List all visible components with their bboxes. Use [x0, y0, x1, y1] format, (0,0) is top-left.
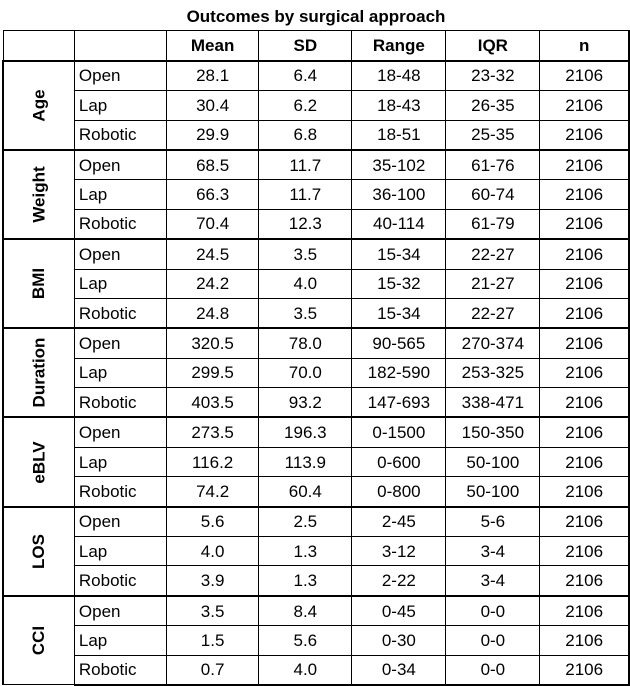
iqr-cell: 0-0 — [446, 596, 540, 626]
header-cell-iqr: IQR — [446, 31, 540, 61]
table-row — [3, 477, 629, 507]
sd-cell: 3.5 — [259, 239, 352, 269]
header-cell-blank-metric — [3, 31, 74, 61]
header-row — [3, 31, 629, 61]
header-cell-sd: SD — [259, 31, 352, 61]
range-cell: 18-48 — [352, 61, 446, 91]
sd-cell: 4.0 — [259, 655, 352, 685]
approach-cell: Open — [74, 328, 166, 358]
sd-cell: 6.4 — [259, 61, 352, 91]
table-row — [3, 61, 629, 91]
table-row — [3, 388, 629, 418]
iqr-cell: 3-4 — [446, 537, 540, 566]
approach-cell: Open — [74, 417, 166, 447]
n-cell: 2106 — [540, 477, 629, 507]
iqr-cell: 270-374 — [446, 328, 540, 358]
mean-cell: 24.5 — [166, 239, 258, 269]
table-row — [3, 596, 629, 626]
iqr-cell: 5-6 — [446, 507, 540, 537]
metric-label-cell — [3, 328, 74, 417]
mean-cell: 74.2 — [166, 477, 258, 507]
mean-cell: 299.5 — [166, 358, 258, 387]
n-cell: 2106 — [540, 507, 629, 537]
metric-label-cell — [3, 507, 74, 596]
range-cell: 40-114 — [352, 209, 446, 239]
iqr-cell: 21-27 — [446, 269, 540, 298]
table-row — [3, 417, 629, 447]
range-cell: 0-45 — [352, 596, 446, 626]
range-cell: 35-102 — [352, 150, 446, 180]
n-cell: 2106 — [540, 269, 629, 298]
range-cell: 147-693 — [352, 388, 446, 418]
range-cell: 3-12 — [352, 537, 446, 566]
range-cell: 90-565 — [352, 328, 446, 358]
n-cell: 2106 — [540, 328, 629, 358]
mean-cell: 24.2 — [166, 269, 258, 298]
approach-cell: Lap — [74, 180, 166, 209]
mean-cell: 30.4 — [166, 91, 258, 120]
mean-cell: 1.5 — [166, 626, 258, 655]
metric-label: Weight — [29, 166, 49, 223]
approach-cell: Robotic — [74, 209, 166, 239]
sd-cell: 70.0 — [259, 358, 352, 387]
range-cell: 15-34 — [352, 298, 446, 328]
iqr-cell: 3-4 — [446, 566, 540, 596]
range-cell: 18-51 — [352, 120, 446, 150]
approach-cell: Lap — [74, 447, 166, 476]
n-cell: 2106 — [540, 596, 629, 626]
approach-cell: Open — [74, 150, 166, 180]
table-row — [3, 120, 629, 150]
approach-cell: Lap — [74, 537, 166, 566]
mean-cell: 0.7 — [166, 655, 258, 685]
iqr-cell: 60-74 — [446, 180, 540, 209]
sd-cell: 3.5 — [259, 298, 352, 328]
metric-label-cell — [3, 150, 74, 239]
range-cell: 0-30 — [352, 626, 446, 655]
n-cell: 2106 — [540, 417, 629, 447]
metric-label: BMI — [29, 268, 49, 300]
range-cell: 36-100 — [352, 180, 446, 209]
approach-cell: Lap — [74, 626, 166, 655]
n-cell: 2106 — [540, 61, 629, 91]
sd-cell: 4.0 — [259, 269, 352, 298]
table-row — [3, 626, 629, 655]
approach-cell: Robotic — [74, 477, 166, 507]
approach-cell: Robotic — [74, 388, 166, 418]
table-row — [3, 239, 629, 269]
sd-cell: 196.3 — [259, 417, 352, 447]
table-row — [3, 566, 629, 596]
sd-cell: 113.9 — [259, 447, 352, 476]
iqr-cell: 50-100 — [446, 447, 540, 476]
mean-cell: 66.3 — [166, 180, 258, 209]
metric-label-cell — [3, 239, 74, 328]
range-cell: 15-34 — [352, 239, 446, 269]
metric-label: Duration — [29, 337, 49, 408]
table-title: Outcomes by surgical approach — [3, 2, 629, 31]
sd-cell: 2.5 — [259, 507, 352, 537]
outcomes-table — [2, 2, 630, 686]
iqr-cell: 25-35 — [446, 120, 540, 150]
iqr-cell: 22-27 — [446, 298, 540, 328]
table-row — [3, 91, 629, 120]
mean-cell: 28.1 — [166, 61, 258, 91]
approach-cell: Robotic — [74, 120, 166, 150]
iqr-cell: 23-32 — [446, 61, 540, 91]
n-cell: 2106 — [540, 209, 629, 239]
n-cell: 2106 — [540, 537, 629, 566]
n-cell: 2106 — [540, 447, 629, 476]
n-cell: 2106 — [540, 388, 629, 418]
n-cell: 2106 — [540, 298, 629, 328]
sd-cell: 8.4 — [259, 596, 352, 626]
sd-cell: 12.3 — [259, 209, 352, 239]
sd-cell: 6.8 — [259, 120, 352, 150]
iqr-cell: 61-79 — [446, 209, 540, 239]
range-cell: 18-43 — [352, 91, 446, 120]
header-cell-n: n — [540, 31, 629, 61]
mean-cell: 5.6 — [166, 507, 258, 537]
table-row — [3, 298, 629, 328]
approach-cell: Robotic — [74, 298, 166, 328]
header-cell-blank-approach — [74, 31, 166, 61]
mean-cell: 3.5 — [166, 596, 258, 626]
range-cell: 2-22 — [352, 566, 446, 596]
table-row — [3, 358, 629, 387]
approach-cell: Lap — [74, 269, 166, 298]
range-cell: 0-34 — [352, 655, 446, 685]
iqr-cell: 253-325 — [446, 358, 540, 387]
range-cell: 2-45 — [352, 507, 446, 537]
mean-cell: 116.2 — [166, 447, 258, 476]
metric-label: CCI — [29, 626, 49, 656]
n-cell: 2106 — [540, 239, 629, 269]
mean-cell: 3.9 — [166, 566, 258, 596]
iqr-cell: 0-0 — [446, 655, 540, 685]
title-row — [3, 2, 629, 31]
table-row — [3, 655, 629, 685]
n-cell: 2106 — [540, 566, 629, 596]
sd-cell: 11.7 — [259, 180, 352, 209]
sd-cell: 60.4 — [259, 477, 352, 507]
sd-cell: 93.2 — [259, 388, 352, 418]
n-cell: 2106 — [540, 655, 629, 685]
n-cell: 2106 — [540, 91, 629, 120]
iqr-cell: 50-100 — [446, 477, 540, 507]
range-cell: 15-32 — [352, 269, 446, 298]
header-cell-range: Range — [352, 31, 446, 61]
n-cell: 2106 — [540, 626, 629, 655]
iqr-cell: 26-35 — [446, 91, 540, 120]
mean-cell: 4.0 — [166, 537, 258, 566]
iqr-cell: 150-350 — [446, 417, 540, 447]
sd-cell: 1.3 — [259, 566, 352, 596]
mean-cell: 68.5 — [166, 150, 258, 180]
approach-cell: Open — [74, 507, 166, 537]
approach-cell: Robotic — [74, 655, 166, 685]
table-row — [3, 150, 629, 180]
metric-label-cell — [3, 61, 74, 150]
mean-cell: 24.8 — [166, 298, 258, 328]
table-row — [3, 328, 629, 358]
range-cell: 0-600 — [352, 447, 446, 476]
n-cell: 2106 — [540, 150, 629, 180]
table-row — [3, 537, 629, 566]
mean-cell: 320.5 — [166, 328, 258, 358]
header-cell-mean: Mean — [166, 31, 258, 61]
range-cell: 182-590 — [352, 358, 446, 387]
mean-cell: 273.5 — [166, 417, 258, 447]
mean-cell: 29.9 — [166, 120, 258, 150]
sd-cell: 1.3 — [259, 537, 352, 566]
table-row — [3, 209, 629, 239]
sd-cell: 6.2 — [259, 91, 352, 120]
n-cell: 2106 — [540, 180, 629, 209]
approach-cell: Lap — [74, 358, 166, 387]
sd-cell: 5.6 — [259, 626, 352, 655]
iqr-cell: 61-76 — [446, 150, 540, 180]
iqr-cell: 0-0 — [446, 626, 540, 655]
iqr-cell: 22-27 — [446, 239, 540, 269]
metric-label: LOS — [29, 533, 49, 569]
metric-label: eBLV — [29, 440, 49, 484]
n-cell: 2106 — [540, 358, 629, 387]
iqr-cell: 338-471 — [446, 388, 540, 418]
mean-cell: 70.4 — [166, 209, 258, 239]
range-cell: 0-1500 — [352, 417, 446, 447]
approach-cell: Robotic — [74, 566, 166, 596]
table-row — [3, 507, 629, 537]
table-row — [3, 447, 629, 476]
metric-label: Age — [29, 89, 49, 122]
sd-cell: 78.0 — [259, 328, 352, 358]
table-row — [3, 180, 629, 209]
approach-cell: Lap — [74, 91, 166, 120]
n-cell: 2106 — [540, 120, 629, 150]
sd-cell: 11.7 — [259, 150, 352, 180]
metric-label-cell — [3, 417, 74, 506]
metric-label-cell — [3, 596, 74, 685]
range-cell: 0-800 — [352, 477, 446, 507]
approach-cell: Open — [74, 596, 166, 626]
mean-cell: 403.5 — [166, 388, 258, 418]
approach-cell: Open — [74, 239, 166, 269]
approach-cell: Open — [74, 61, 166, 91]
table-row — [3, 269, 629, 298]
